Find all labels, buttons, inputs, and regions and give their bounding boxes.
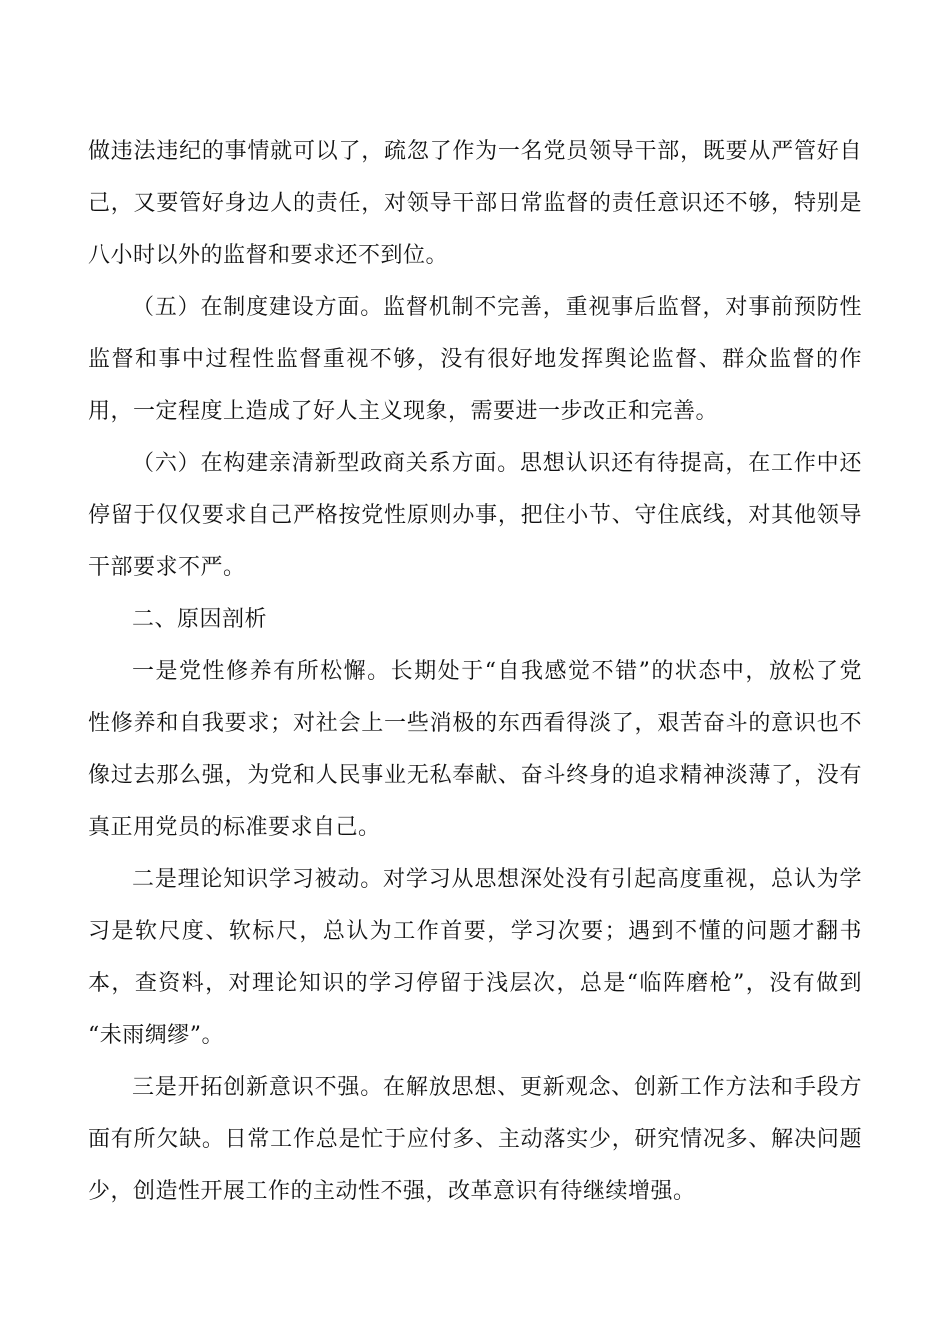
paragraph-theory-learning [88,854,862,1062]
text-line: 监督和事中过程性监督重视不够，没有很好地发挥舆论监督、群众监督的作 [88,347,862,372]
section-heading [88,594,862,646]
document-page [88,126,862,1218]
text-line: 停留于仅仅要求自己严格按党性原则办事，把住小节、守住底线，对其他领导 [88,503,862,528]
text-line: （五）在制度建设方面。监督机制不完善，重视事后监督，对事前预防性 [132,295,862,320]
text-line: 八小时以外的监督和要求还不到位。 [88,243,449,268]
text-line: 一是党性修养有所松懈。长期处于“自我感觉不错”的状态中，放松了党 [132,659,862,684]
text-line: 面有所欠缺。日常工作总是忙于应付多、主动落实少，研究情况多、解决问题 [88,1127,862,1152]
text-line: 做违法违纪的事情就可以了，疏忽了作为一名党员领导干部，既要从严管好自 [88,139,862,164]
text-line: 二是理论知识学习被动。对学习从思想深处没有引起高度重视，总认为学 [132,867,862,892]
text-line: 少，创造性开展工作的主动性不强，改革意识有待继续增强。 [88,1179,696,1204]
paragraph-institution-building [88,282,862,438]
text-line: 三是开拓创新意识不强。在解放思想、更新观念、创新工作方法和手段方 [132,1075,862,1100]
text-line: 习是软尺度、软标尺，总认为工作首要，学习次要；遇到不懂的问题才翻书 [88,919,862,944]
paragraph-party-spirit [88,646,862,854]
text-line: （六）在构建亲清新型政商关系方面。思想认识还有待提高，在工作中还 [132,451,862,476]
text-line: 己，又要管好身边人的责任，对领导干部日常监督的责任意识还不够，特别是 [88,191,862,216]
text-line: 干部要求不严。 [88,555,246,580]
text-line: 真正用党员的标准要求自己。 [88,815,381,840]
paragraph-innovation [88,1062,862,1218]
text-line: 用，一定程度上造成了好人主义现象，需要进一步改正和完善。 [88,399,719,424]
text-line: “未雨绸缪”。 [88,1023,224,1048]
paragraph-government-business-relations [88,438,862,594]
text-line: 本，查资料，对理论知识的学习停留于浅层次，总是“临阵磨枪”，没有做到 [88,971,862,996]
paragraph-continuation [88,126,862,282]
text-line: 性修养和自我要求；对社会上一些消极的东西看得淡了，艰苦奋斗的意识也不 [88,711,862,736]
text-line: 像过去那么强，为党和人民事业无私奉献、奋斗终身的追求精神淡薄了，没有 [88,763,862,788]
heading-text: 二、原因剖析 [132,607,268,632]
